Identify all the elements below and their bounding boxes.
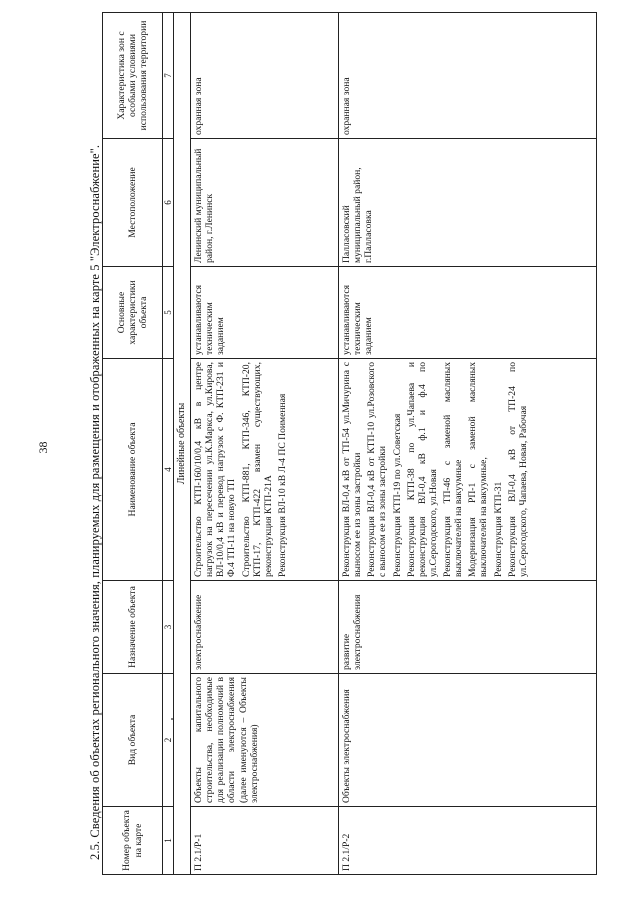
name-item: Реконструкция КТП-31 — [492, 481, 504, 577]
name-item: Реконструкция ВЛ-10 кВ Л-4 ПС Поименная — [276, 393, 288, 577]
cell-number: П 2.1/Р-2 — [339, 807, 597, 875]
name-item: Реконструкция ТП-46 с заменой масляных выключателей на вакуумные — [442, 362, 465, 577]
cell-type: Объекты капитального строительства, необходимые для реализации полномочий в области электроснабжения (далее именуются – Объекты электроснабжения) — [191, 674, 339, 807]
cell-location: Палласовский муниципальный район, г.Палласовка — [339, 139, 597, 267]
name-item: Модернизация РП-1 с заменой масляных выключателей на вакуумные, — [467, 362, 490, 577]
table-row — [191, 13, 339, 875]
col-header-name: Наименование объекта — [103, 359, 163, 581]
name-item: Строительство КТП-881, КТП-346, КТП-20, КТП-17, КТП-422 взамен существующих, реконструкция КТП-21А — [240, 362, 274, 577]
section-row — [174, 13, 191, 875]
cell-zone: охранная зона — [339, 13, 597, 139]
column-number-row — [163, 13, 174, 875]
col-number: 1 — [163, 807, 174, 875]
col-number: 3 — [163, 581, 174, 674]
objects-table — [102, 12, 597, 875]
cell-names — [339, 359, 597, 581]
name-item: Реконструкция ВЛ-0,4 кВ от КТП-10 ул.Розовского с выносом ее из зоны застройки — [366, 362, 389, 577]
cell-number: П 2.1/Р-1 — [191, 807, 339, 875]
cell-purpose: электроснабжение — [191, 581, 339, 674]
name-item: Реконструкция КТП-19 по ул.Советская — [391, 413, 403, 577]
col-header-zone: Характеристика зон с особыми условиями использования территории — [103, 13, 163, 139]
name-item: Реконструкция КТП-38 по ул.Чапаева и реконструкция ВЛ-0,4 кВ ф.1 и ф.4 по ул.Серогодского, ул.Новая — [405, 362, 439, 577]
cell-location: Ленинский муниципальный район, г.Ленинск — [191, 139, 339, 267]
col-header-purpose: Назначение объекта — [103, 581, 163, 674]
cell-names — [191, 359, 339, 581]
scan-speck — [171, 718, 173, 720]
rotated-content — [30, 5, 630, 890]
cell-purpose: развитие электроснабжения — [339, 581, 597, 674]
col-header-location: Местоположение — [103, 139, 163, 267]
col-header-number: Номер объекта на карте — [103, 807, 163, 875]
col-number: 2 — [163, 674, 174, 807]
col-number: 4 — [163, 359, 174, 581]
section-title: Линейные объекты — [174, 13, 191, 875]
col-header-characteristics: Основные характеристики объекта — [103, 267, 163, 359]
col-number: 7 — [163, 13, 174, 139]
header-row — [103, 13, 163, 875]
page-number: 38 — [36, 441, 50, 454]
cell-characteristics: устанавливаются техническим заданием — [339, 267, 597, 359]
col-number: 5 — [163, 267, 174, 359]
cell-characteristics: устанавливаются техническим заданием — [191, 267, 339, 359]
col-header-type: Вид объекта — [103, 674, 163, 807]
cell-type: Объекты электроснабжения — [339, 674, 597, 807]
cell-zone: охранная зона — [191, 13, 339, 139]
name-item: Реконструкция ВЛ-0,4 кВ от ТП-54 ул.Мичурина с выносом ее из зоны застройки — [341, 362, 364, 577]
section-heading: 2.5. Сведения об объектах регионального значения, планируемых для размещения и отображенных на карте 5 "Электроснабжение". — [88, 144, 102, 860]
name-item: Строительство КТП-160/10/0,4 кВ в центре нагрузок на пересечении ул.К.Маркса, ул.Кирова, ВЛ-10/0,4 кВ и перевод нагрузок с Ф. КТП-231 и Ф.4 ТП-11 на новую ТП — [193, 362, 238, 577]
col-number: 6 — [163, 139, 174, 267]
table-row — [339, 13, 597, 875]
name-item: Реконструкция ВЛ-0,4 кВ от ТП-24 по ул.Серогодского, Чапаева, Новая, Рабочая — [506, 362, 529, 577]
